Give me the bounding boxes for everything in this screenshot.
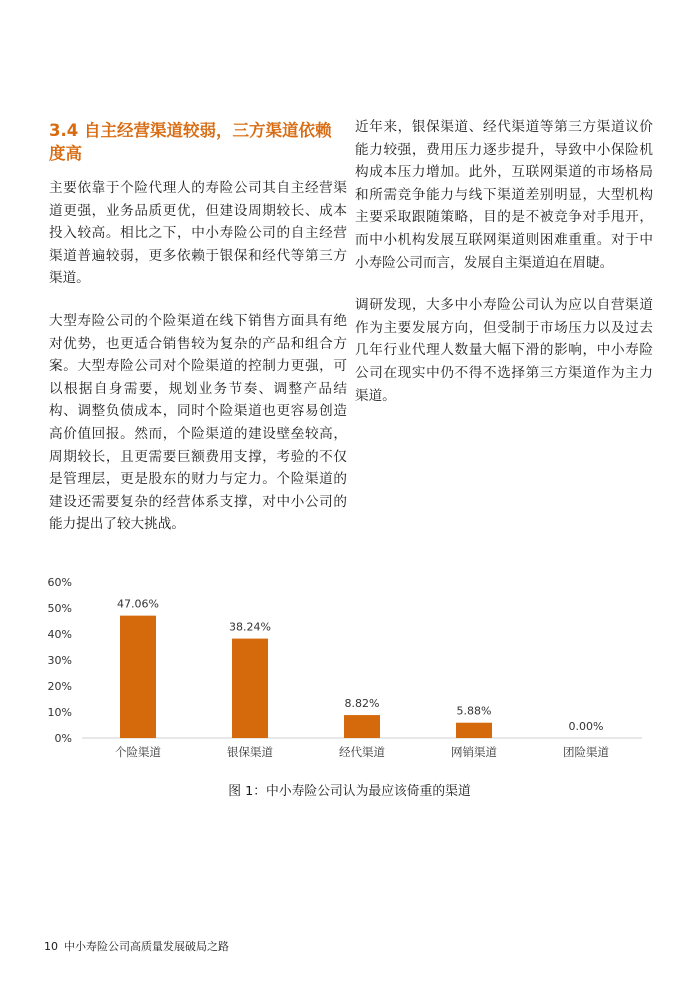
bar-3 (344, 715, 380, 738)
y-tick-label: 50% (47, 602, 72, 615)
left-column (49, 116, 347, 556)
left-paragraph-2: 大型寿险公司的个险渠道在线下销售方面具有绝对优势，也更适合销售较为复杂的产品和组合方案。大型寿险公司对个险渠道的控制力更强，可以根据自身需要，规划业务节奏、调整产品结构、调整负债成本，同时个险渠道也更容易创造高价值回报。然而，个险渠道的建设壁垒较高，周期较长，且更需要巨额费用支撑，考验的不仅是管理层，更是股东的财力与定力。个险渠道的建设还需要复杂的经营体系支撑，对中小公司的能力提出了较大挑战。 (49, 312, 347, 533)
right-column (355, 116, 653, 427)
y-axis-ticks (48, 576, 72, 745)
y-tick-label: 20% (47, 680, 72, 693)
x-tick-label: 团险渠道 (563, 745, 609, 759)
channel-bar-chart (30, 570, 670, 770)
y-tick-label: 0% (54, 732, 72, 745)
x-tick-label: 银保渠道 (227, 745, 273, 759)
bars (120, 616, 492, 738)
x-tick-label: 个险渠道 (115, 745, 161, 759)
section-heading: 3.4 自主经营渠道较弱，三方渠道依赖度高 (49, 121, 332, 163)
y-tick-label: 30% (47, 654, 72, 667)
y-tick-label: 10% (47, 706, 72, 719)
data-label: 5.88% (456, 704, 492, 718)
data-label: 47.06% (117, 597, 159, 611)
x-tick-label: 网销渠道 (451, 745, 497, 759)
footer-title: 中小寿险公司高质量发展破局之路 (64, 940, 229, 953)
left-paragraph-1: 主要依靠于个险代理人的寿险公司其自主经营渠道更强，业务品质更优，但建设周期较长、成本投入较高。相比之下，中小寿险公司的自主经营渠道普遍较弱，更多依赖于银保和经代等第三方渠道。 (49, 180, 347, 287)
y-tick-label: 60% (47, 576, 72, 589)
right-paragraph-2: 调研发现，大多中小寿险公司认为应以自营渠道作为主要发展方向，但受制于市场压力以及过去几年行业代理人数量大幅下滑的影响，中小寿险公司在现实中仍不得不选择第三方渠道作为主力渠道。 (355, 297, 653, 404)
right-paragraph-1: 近年来，银保渠道、经代渠道等第三方渠道议价能力较强，费用压力逐步提升，导致中小保险机构成本压力增加。此外，互联网渠道的市场格局和所需竞争能力与线下渠道差别明显，大型机构主要采取跟随策略，目的是不被竞争对手甩开，而中小机构发展互联网渠道则困难重重。对于中小寿险公司而言，发展自主渠道迫在眉睫。 (355, 119, 653, 271)
y-tick-label: 40% (47, 628, 72, 641)
figure-caption: 图 1：中小寿险公司认为最应该倚重的渠道 (228, 784, 471, 799)
data-labels (117, 598, 603, 733)
bar-2 (232, 639, 268, 738)
page-number: 10 (44, 940, 58, 953)
page-footer (44, 938, 235, 954)
bar-1 (120, 616, 156, 738)
x-tick-label: 经代渠道 (339, 745, 385, 759)
x-axis-ticks (115, 745, 609, 759)
data-label: 38.24% (229, 620, 271, 634)
data-label: 0.00% (568, 720, 604, 733)
bar-4 (456, 723, 492, 738)
data-label: 8.82% (344, 697, 380, 711)
